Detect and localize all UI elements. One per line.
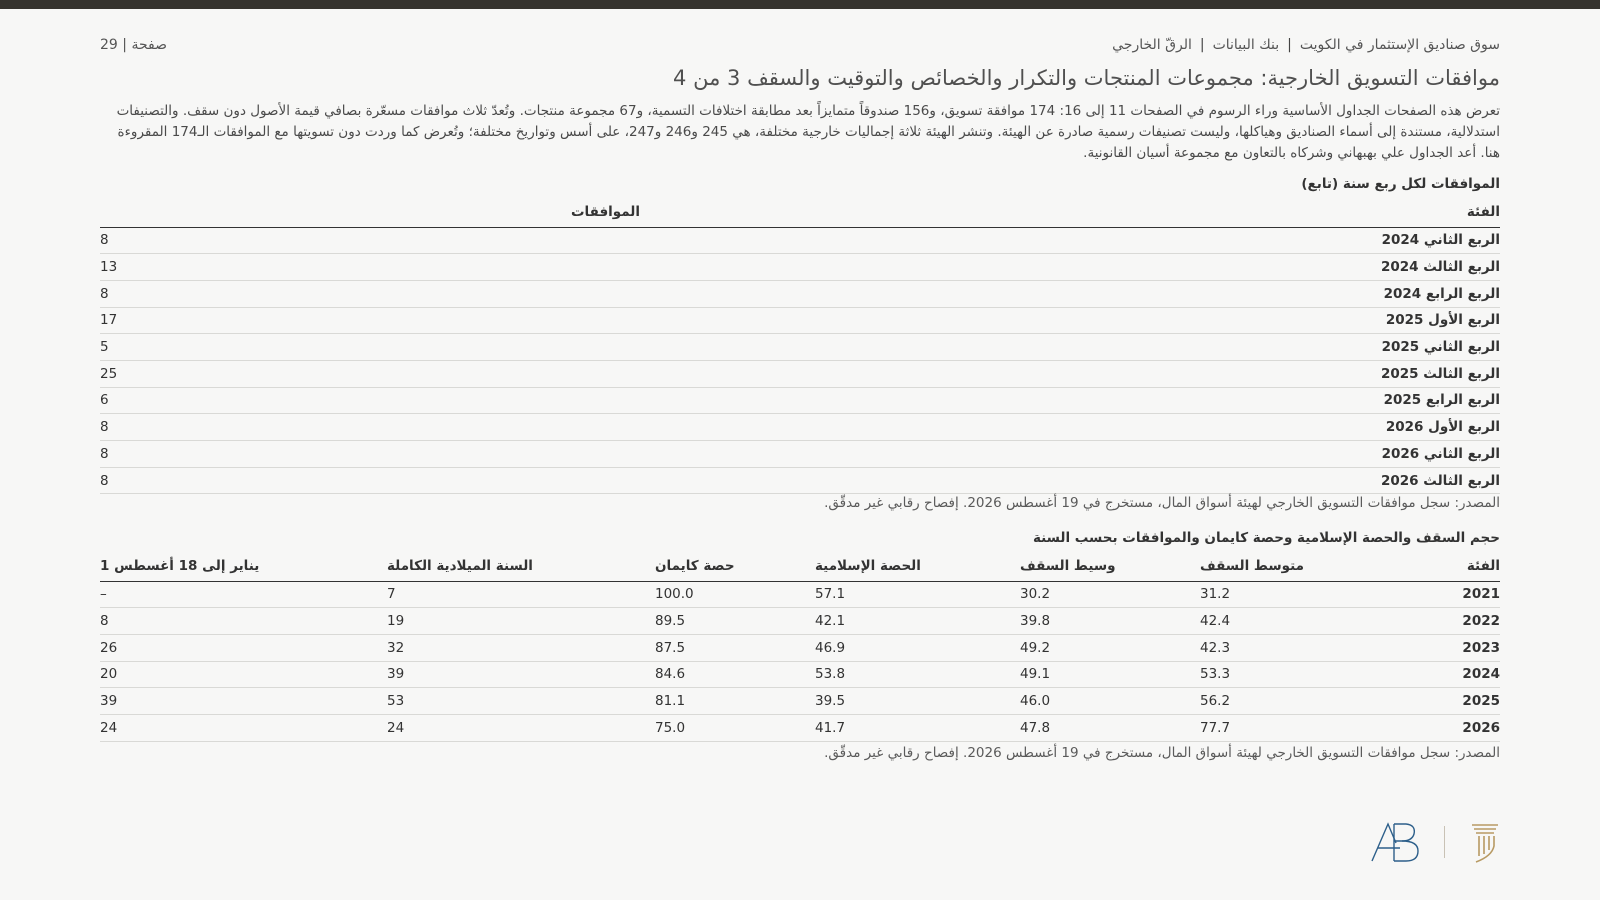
- cayman-share-cell: 89.5: [655, 608, 815, 635]
- table-row: [100, 254, 1500, 281]
- breadcrumb-item: بنك البيانات: [1212, 37, 1280, 53]
- islamic-share-cell: 57.1: [815, 581, 1020, 608]
- cayman-share-cell: 81.1: [655, 688, 815, 715]
- median-cap-cell: 49.2: [1020, 634, 1200, 661]
- breadcrumb: [1112, 37, 1500, 53]
- table-row: [100, 467, 1500, 494]
- year-cell: 2021: [1393, 581, 1500, 608]
- quarterly-approvals-table: [100, 197, 1500, 494]
- column-header: الفئة: [1466, 557, 1500, 574]
- table-row: [100, 441, 1500, 468]
- median-cap-cell: 30.2: [1020, 581, 1200, 608]
- avg-cap-cell: 31.2: [1200, 581, 1393, 608]
- table-row: [100, 307, 1500, 334]
- table-row: [100, 280, 1500, 307]
- breadcrumb-separator: |: [1287, 37, 1292, 53]
- table-row: [100, 714, 1500, 741]
- table-row: [100, 387, 1500, 414]
- full-year-cell: 7: [387, 581, 655, 608]
- table-row: [100, 581, 1500, 608]
- page: [100, 0, 1500, 900]
- breadcrumb-separator: |: [1199, 37, 1205, 53]
- ytd-cell: 39: [100, 688, 387, 715]
- ytd-cell: 20: [100, 661, 387, 688]
- breadcrumb-item: الرقّ الخارجي: [1112, 37, 1192, 53]
- column-header: يناير إلى 18 أغسطس 1: [100, 557, 260, 574]
- year-cell: 2022: [1393, 608, 1500, 635]
- table1-caption: الموافقات لكل ربع سنة (تابع): [1301, 176, 1500, 192]
- median-cap-cell: 49.1: [1020, 661, 1200, 688]
- cayman-share-cell: 87.5: [655, 634, 815, 661]
- ytd-cell: 8: [100, 608, 387, 635]
- year-cell: 2023: [1393, 634, 1500, 661]
- column-header: وسيط السقف: [1020, 557, 1116, 574]
- breadcrumb-item: سوق صناديق الإستثمار في الكويت: [1299, 37, 1500, 53]
- islamic-share-cell: 42.1: [815, 608, 1020, 635]
- category-cell: الربع الثاني 2024: [640, 227, 1500, 254]
- table-row: [100, 414, 1500, 441]
- column-header: الحصة الإسلامية: [815, 557, 921, 574]
- avg-cap-cell: 56.2: [1200, 688, 1393, 715]
- approvals-cell: 8: [100, 414, 640, 441]
- median-cap-cell: 47.8: [1020, 714, 1200, 741]
- table-header-row: [100, 197, 1500, 227]
- year-cell: 2024: [1393, 661, 1500, 688]
- table1-source: المصدر: سجل موافقات التسويق الخارجي لهيئة أسواق المال، مستخرج في 19 أغسطس 2026. إفصاح رقابي غير مدقّق.: [824, 495, 1500, 511]
- approvals-cell: 8: [100, 467, 640, 494]
- approvals-cell: 8: [100, 227, 640, 254]
- table-row: [100, 227, 1500, 254]
- table-header-row: [100, 551, 1500, 581]
- islamic-share-cell: 46.9: [815, 634, 1020, 661]
- ytd-cell: –: [100, 581, 387, 608]
- table-row: [100, 608, 1500, 635]
- table-row: [100, 634, 1500, 661]
- cap-by-year-table: [100, 551, 1500, 742]
- cayman-share-cell: 75.0: [655, 714, 815, 741]
- category-cell: الربع الثاني 2025: [640, 334, 1500, 361]
- islamic-share-cell: 41.7: [815, 714, 1020, 741]
- approvals-cell: 13: [100, 254, 640, 281]
- page-number: صفحة | 29: [100, 37, 167, 53]
- intro-paragraph: تعرض هذه الصفحات الجداول الأساسية وراء الرسوم في الصفحات 11 إلى 16: 174 موافقة تسويق، و156 صندوقاً متمايزاً بعد مطابقة اختلافات التسمية، و67 مجموعة منتجات. وتُعدّ ثلاث موافقات مسعّرة بصافي قيمة الأصول دون سقف. والتصنيفات استدلالية، مستندة إلى أسماء الصناديق وهياكلها، وليست تصنيفات رسمية صادرة عن الهيئة. وتنشر الهيئة ثلاثة إجماليات خارجية مختلفة، هي 245 و246 و247، على أسس وتواريخ مختلفة؛ وتُعرض كما وردت دون تسويتها مع الموافقات الـ174 المقروءة هنا. أعد الجداول علي بهبهاني وشركاه بالتعاون مع مجموعة أسيان القانونية.: [116, 103, 1500, 161]
- category-cell: الربع الثالث 2024: [640, 254, 1500, 281]
- approvals-cell: 25: [100, 360, 640, 387]
- ab-logo-icon: [1370, 821, 1422, 865]
- page-title: موافقات التسويق الخارجية: مجموعات المنتجات والتكرار والخصائص والتوقيت والسقف 3 من 4: [673, 66, 1500, 90]
- cayman-share-cell: 100.0: [655, 581, 815, 608]
- category-cell: الربع الأول 2026: [640, 414, 1500, 441]
- full-year-cell: 39: [387, 661, 655, 688]
- category-cell: الربع الأول 2025: [640, 307, 1500, 334]
- avg-cap-cell: 77.7: [1200, 714, 1393, 741]
- table-row: [100, 661, 1500, 688]
- ytd-cell: 26: [100, 634, 387, 661]
- approvals-cell: 17: [100, 307, 640, 334]
- approvals-cell: 8: [100, 441, 640, 468]
- column-header: متوسط السقف: [1200, 557, 1304, 574]
- column-header: السنة الميلادية الكاملة: [387, 557, 533, 574]
- column-header: الموافقات: [570, 203, 640, 220]
- category-cell: الربع الثاني 2026: [640, 441, 1500, 468]
- running-header: [100, 37, 1500, 57]
- column-header: الفئة: [1466, 203, 1500, 220]
- avg-cap-cell: 42.4: [1200, 608, 1393, 635]
- full-year-cell: 32: [387, 634, 655, 661]
- avg-cap-cell: 42.3: [1200, 634, 1393, 661]
- approvals-cell: 8: [100, 280, 640, 307]
- category-cell: الربع الرابع 2024: [640, 280, 1500, 307]
- full-year-cell: 24: [387, 714, 655, 741]
- median-cap-cell: 46.0: [1020, 688, 1200, 715]
- ytd-cell: 24: [100, 714, 387, 741]
- avg-cap-cell: 53.3: [1200, 661, 1393, 688]
- category-cell: الربع الثالث 2026: [640, 467, 1500, 494]
- footer-logos: [1370, 818, 1500, 868]
- table-row: [100, 360, 1500, 387]
- year-cell: 2025: [1393, 688, 1500, 715]
- category-cell: الربع الثالث 2025: [640, 360, 1500, 387]
- year-cell: 2026: [1393, 714, 1500, 741]
- table2-caption: حجم السقف والحصة الإسلامية وحصة كايمان والموافقات بحسب السنة: [1032, 530, 1500, 546]
- pillar-logo-icon: [1468, 822, 1500, 864]
- full-year-cell: 53: [387, 688, 655, 715]
- full-year-cell: 19: [387, 608, 655, 635]
- islamic-share-cell: 53.8: [815, 661, 1020, 688]
- median-cap-cell: 39.8: [1020, 608, 1200, 635]
- table-row: [100, 334, 1500, 361]
- table-row: [100, 688, 1500, 715]
- category-cell: الربع الرابع 2025: [640, 387, 1500, 414]
- logo-divider: [1444, 826, 1445, 858]
- column-header: حصة كايمان: [655, 557, 735, 574]
- table2-source: المصدر: سجل موافقات التسويق الخارجي لهيئة أسواق المال، مستخرج في 19 أغسطس 2026. إفصاح رقابي غير مدقّق.: [824, 745, 1500, 761]
- islamic-share-cell: 39.5: [815, 688, 1020, 715]
- approvals-cell: 5: [100, 334, 640, 361]
- approvals-cell: 6: [100, 387, 640, 414]
- cayman-share-cell: 84.6: [655, 661, 815, 688]
